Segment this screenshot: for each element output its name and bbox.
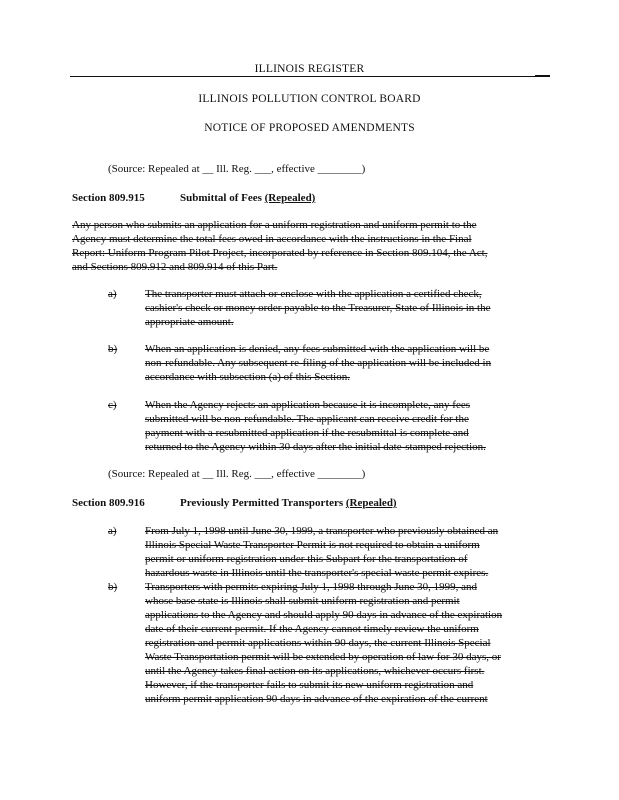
item-line: date of their current permit. If the Agency cannot timely review the uniform xyxy=(145,623,479,635)
register-heading: ILLINOIS REGISTER xyxy=(254,63,365,75)
item-line: hazardous waste in Illinois until the transporter's special waste permit expires. xyxy=(145,567,489,579)
paragraph-line: Report: Uniform Program Pilot Project, incorporated by reference in Section 809.104, the Act, xyxy=(72,247,488,259)
header-rule xyxy=(70,76,550,77)
paragraph-line: and Sections 809.912 and 809.914 of this Part. xyxy=(72,261,278,273)
item-label: c) xyxy=(108,399,117,411)
notice-heading: NOTICE OF PROPOSED AMENDMENTS xyxy=(204,122,415,134)
source-note: (Source: Repealed at __ Ill. Reg. ___, effective ________) xyxy=(108,163,366,175)
item-line: accordance with subsection (a) of this Section. xyxy=(145,371,350,383)
item-line: uniform permit application 90 days in advance of the expiration of the current xyxy=(145,693,488,705)
section-number: Section 809.915 xyxy=(72,192,145,204)
item-line: cashier's check or money order payable to the Treasurer, State of Illinois in the xyxy=(145,302,491,314)
item-line: applications to the Agency and should apply 90 days in advance of the expiration xyxy=(145,609,503,621)
paragraph-line: Any person who submits an application for a uniform registration and uniform permit to the xyxy=(72,219,477,231)
item-line: permit or uniform registration under this Subpart for the transportation of xyxy=(145,553,468,565)
item-line: returned to the Agency within 30 days after the initial date-stamped rejection. xyxy=(145,441,486,453)
section-heading xyxy=(180,496,397,510)
header-rule-accent xyxy=(535,75,550,77)
item-line: Transporters with permits expiring July 1, 1998 through June 30, 1999, and xyxy=(145,581,478,593)
item-line: payment with a resubmitted application if the resubmittal is complete and xyxy=(145,427,469,439)
section-heading xyxy=(180,191,315,205)
section-title: Previously Permitted Transporters xyxy=(180,497,344,509)
section-title: Submittal of Fees xyxy=(180,192,262,204)
item-line: However, if the transporter fails to submit its new uniform registration and xyxy=(145,679,474,691)
item-line: until the Agency takes final action on its applications, whichever occurs first. xyxy=(145,665,485,677)
item-line: submitted will be non-refundable. The applicant can receive credit for the xyxy=(145,413,469,425)
item-line: The transporter must attach or enclose with the application a certified check, xyxy=(145,288,482,300)
item-line: From July 1, 1998 until June 30, 1999, a transporter who previously obtained an xyxy=(145,525,499,537)
section-number: Section 809.916 xyxy=(72,497,145,509)
paragraph-line: Agency must determine the total fees owed in accordance with the instructions in the Final xyxy=(72,233,472,245)
item-line: Illinois Special Waste Transporter Permit is not required to obtain a uniform xyxy=(145,539,480,551)
item-line: Waste Transportation permit will be extended by operation of law for 30 days, or xyxy=(145,651,501,663)
item-label: a) xyxy=(108,288,117,300)
item-label: b) xyxy=(108,343,118,355)
board-heading: ILLINOIS POLLUTION CONTROL BOARD xyxy=(198,93,421,105)
item-line: When an application is denied, any fees submitted with the application will be xyxy=(145,343,490,355)
source-note: (Source: Repealed at __ Ill. Reg. ___, effective ________) xyxy=(108,468,366,480)
item-label: a) xyxy=(108,525,117,537)
item-line: non-refundable. Any subsequent re-filing of the application will be included in xyxy=(145,357,492,369)
item-line: whose base state is Illinois shall submit uniform registration and permit xyxy=(145,595,460,607)
item-line: appropriate amount. xyxy=(145,316,234,328)
repealed-marker: (Repealed) xyxy=(345,497,397,509)
item-label: b) xyxy=(108,581,118,593)
repealed-marker: (Repealed) xyxy=(264,192,316,204)
item-line: When the Agency rejects an application because it is incomplete, any fees xyxy=(145,399,470,411)
item-line: registration and permit applications within 90 days, the current Illinois Special xyxy=(145,637,491,649)
